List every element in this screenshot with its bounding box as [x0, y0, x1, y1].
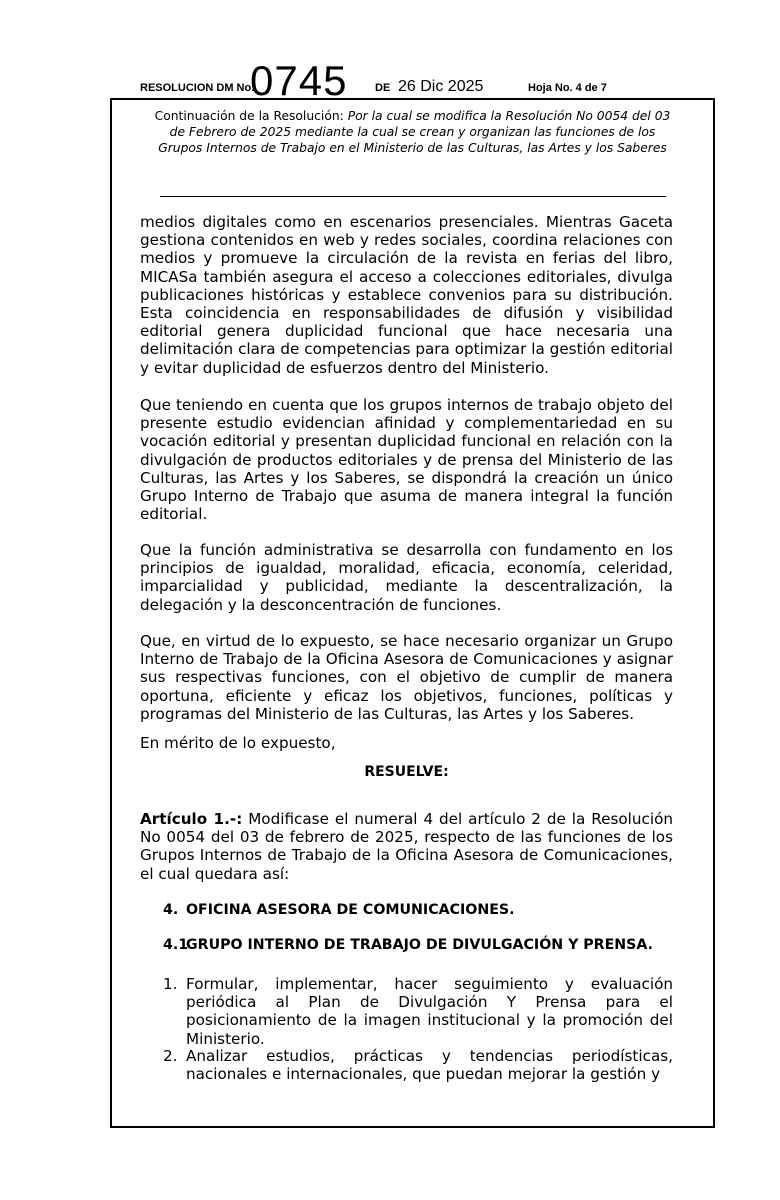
header-divider — [160, 196, 666, 197]
article-1 — [140, 810, 673, 883]
continuation-header — [150, 108, 675, 156]
function-1-number: 1. — [163, 975, 178, 993]
paragraph-4: Que, en virtud de lo expuesto, se hace necesario organizar un Grupo Interno de Trabajo de la Oficina Asesora de Comunicaciones y asignar sus respectivas funciones, con el objetivo de cumplir de manera oportuna, eficiente y eficaz los objetivos, funciones, políticas y programas del Ministerio de las Culturas, las Artes y los Saberes. — [140, 632, 673, 723]
paragraph-2: Que teniendo en cuenta que los grupos internos de trabajo objeto del presente estudio evidencian afinidad y complementariedad en su vocación editorial y presentan duplicidad funcional en relación con la divulgación de productos editoriales y de prensa del Ministerio de las Culturas, las Artes y los Saberes, se dispondrá la creación un único Grupo Interno de Trabajo que asuma de manera integral la función editorial. — [140, 396, 673, 524]
section-4-title: OFICINA ASESORA DE COMUNICACIONES. — [186, 902, 515, 918]
continuation-title: Por la cual se modifica la Resolución No 0054 del 03 de Febrero de 2025 mediante la cual se crean y organizan las funciones de los Grupos Internos de Trabajo en el Ministerio de las Culturas, las Artes y los Saberes — [158, 109, 671, 155]
article-1-label: Artículo 1.-: — [140, 810, 243, 828]
resuelve-heading: RESUELVE: — [364, 764, 449, 780]
resolution-date: 26 Dic 2025 — [398, 78, 484, 95]
resolution-number: 0745 — [250, 57, 348, 104]
function-2-text: Analizar estudios, prácticas y tendencias periodísticas, nacionales e internacionales, que puedan mejorar la gestión y — [186, 1047, 673, 1084]
paragraph-3: Que la función administrativa se desarrolla con fundamento en los principios de igualdad, moralidad, eficacia, economía, celeridad, imparcialidad y publicidad, mediante la descentralización, la delegación y la desconcentración de funciones. — [140, 541, 673, 614]
paragraph-5: En mérito de lo expuesto, — [140, 734, 336, 752]
function-1-text: Formular, implementar, hacer seguimiento y evaluación periódica al Plan de Divulgación Y Prensa para el posicionamiento de la imagen institucional y la promoción del Ministerio. — [186, 975, 673, 1048]
resolution-label: RESOLUCION DM No. — [140, 82, 255, 94]
page-indicator: Hoja No. 4 de 7 — [528, 82, 607, 94]
section-4-1-number: 4.1 — [163, 937, 189, 953]
function-2-number: 2. — [163, 1047, 178, 1065]
article-1-text: Modificase el numeral 4 del artículo 2 de la Resolución No 0054 del 03 de febrero de 2025, respecto de las funciones de los Grupos Internos de Trabajo de la Oficina Asesora de Comunicaciones, el cual quedara así: — [140, 810, 673, 883]
paragraph-1: medios digitales como en escenarios presenciales. Mientras Gaceta gestiona contenidos en web y redes sociales, coordina relaciones con medios y promueve la circulación de la revista en ferias del libro, MICASa también asegura el acceso a colecciones editoriales, divulga publicaciones históricas y establece convenios para su distribución. Esta coincidencia en responsabilidades de difusión y visibilidad editorial genera duplicidad funcional que hace necesaria una delimitación clara de competencias para optimizar la gestión editorial y evitar duplicidad de esfuerzos dentro del Ministerio. — [140, 213, 673, 377]
section-4-number: 4. — [163, 902, 179, 918]
date-label: DE — [375, 82, 391, 94]
resolution-header — [140, 57, 740, 104]
section-4-1-title: GRUPO INTERNO DE TRABAJO DE DIVULGACIÓN Y PRENSA. — [186, 937, 654, 953]
continuation-prefix: Continuación de la Resolución: — [154, 109, 344, 123]
